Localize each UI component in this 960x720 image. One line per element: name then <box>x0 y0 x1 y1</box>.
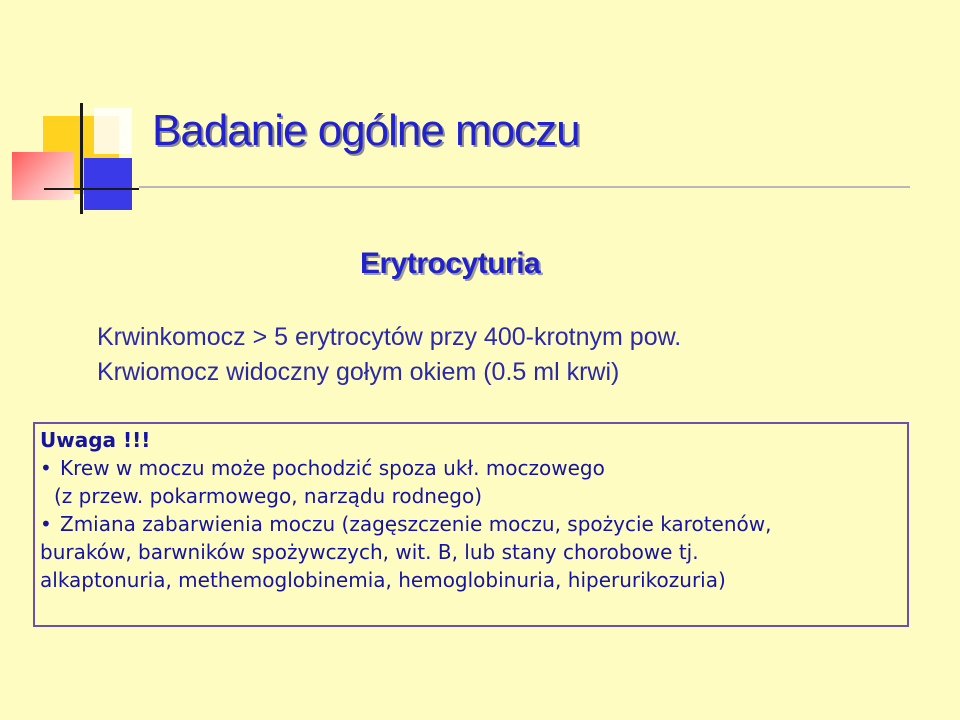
bullet-icon: • <box>40 456 52 480</box>
warning-line-2: (z przew. pokarmowego, narządu rodnego) <box>54 484 482 508</box>
warning-line-5: alkaptonuria, methemoglobinemia, hemoglobinuria, hiperurikozuria) <box>40 568 726 592</box>
warning-bullet-1 <box>40 454 906 482</box>
decor-horizontal-line-dark <box>44 188 139 190</box>
warning-line-3: Zmiana zabarwienia moczu (zagęszczenie moczu, spożycie karotenów, <box>60 512 772 536</box>
warning-line-1: Krew w moczu może pochodzić spoza ukł. moczowego <box>60 456 605 480</box>
decor-blue-square <box>84 158 132 210</box>
warning-line-4: buraków, barwników spożywczych, wit. B, lub stany chorobowe tj. <box>40 540 699 564</box>
decor-red-square <box>12 152 74 200</box>
warning-text <box>40 426 906 594</box>
warning-box <box>33 422 909 627</box>
bullet-icon: • <box>40 512 52 536</box>
decor-vertical-line <box>80 103 83 214</box>
warning-bullet-2 <box>40 510 906 538</box>
decor-white-square <box>94 108 132 154</box>
warning-heading: Uwaga !!! <box>40 428 151 452</box>
slide-subtitle: Erytrocyturia <box>360 247 541 280</box>
definition-hematuria-micro: Krwinkomocz > 5 erytrocytów przy 400-krotnym pow. <box>97 323 682 351</box>
title-underline <box>139 186 910 188</box>
definition-hematuria-macro: Krwiomocz widoczny gołym okiem (0.5 ml krwi) <box>97 358 620 386</box>
slide-title: Badanie ogólne moczu <box>152 106 580 155</box>
